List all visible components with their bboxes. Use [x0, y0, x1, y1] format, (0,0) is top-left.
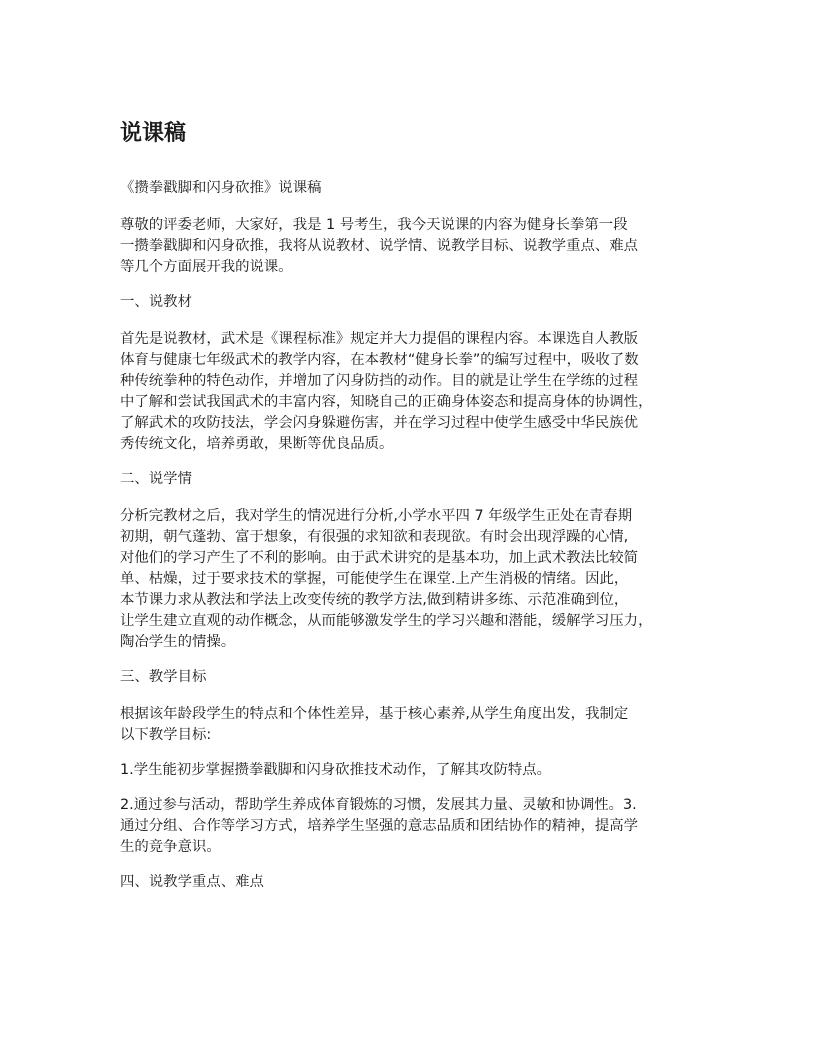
- section-paragraph-students: 分析完教材之后，我对学生的情况进行分析,小学水平四 7 年级学生正处在青春期 初期，朝气蓬勃、富于想象，有很强的求知欲和表现欲。有时会出现浮躁的心情, 对他们的学习产生了不利的影响。由于武术讲究的是基本功，加上武术教法比较简 单、枯燥，过于要求技术的掌握，可能使学生在课堂.上产生消极的情绪。因此， 本节课力求从教法和学法上改变传统的教学方法,做到精讲多练、示范准确到位， 让学生建立直观的动作概念，从而能够激发学生的学习兴趣和潜能，缓解学习压力， 陶冶学生的情操。: [120, 508, 653, 650]
- objective-item-2-3: 2.通过参与活动，帮助学生养成体育锻炼的习惯，发展其力量、灵敏和协调性。3. 通过分组、合作等学习方式，培养学生坚强的意志品质和团结协作的精神，提高学 生的竞争意识。: [120, 797, 639, 855]
- page-title: 说课稿: [120, 121, 187, 146]
- section-heading-key-points: 四、说教学重点、难点: [120, 874, 264, 890]
- objectives-intro-paragraph: 根据该年龄段学生的特点和个体性差异，基于核心素养,从学生角度出发，我制定 以下教学目标:: [120, 706, 629, 743]
- document-subtitle: 《攒拳戳脚和闪身砍推》说课稿: [120, 180, 322, 196]
- intro-paragraph: 尊敬的评委老师，大家好，我是 1 号考生，我今天说课的内容为健身长拳第一段 一攒拳戳脚和闪身砍推，我将从说教材、说学情、说教学目标、说教学重点、难点 等几个方面展开我的说课。: [120, 217, 639, 275]
- section-heading-textbook: 一、说教材: [120, 294, 192, 310]
- section-paragraph-textbook: 首先是说教材，武术是《课程标准》规定并大力提倡的课程内容。本课选自人教版 体育与健康七年级武术的教学内容，在本教材“健身长拳”的编写过程中，吸收了数 种传统拳种的特色动作，并增加了闪身防挡的动作。目的就是让学生在学练的过程 中了解和尝试我国武术的丰富内容，知晓自己的正确身体姿态和提高身体的协调性， 了解武术的攻防技法，学会闪身躲避伤害，并在学习过程中使学生感受中华民族优 秀传统文化，培养勇敢，果断等优良品质。: [120, 331, 653, 452]
- document-page: [120, 118, 710, 909]
- objective-item-1: 1.学生能初步掌握攒拳戳脚和闪身砍推技术动作，了解其攻防特点。: [120, 762, 552, 778]
- section-heading-students: 二、说学情: [120, 471, 192, 487]
- section-heading-objectives: 三、教学目标: [120, 669, 207, 685]
